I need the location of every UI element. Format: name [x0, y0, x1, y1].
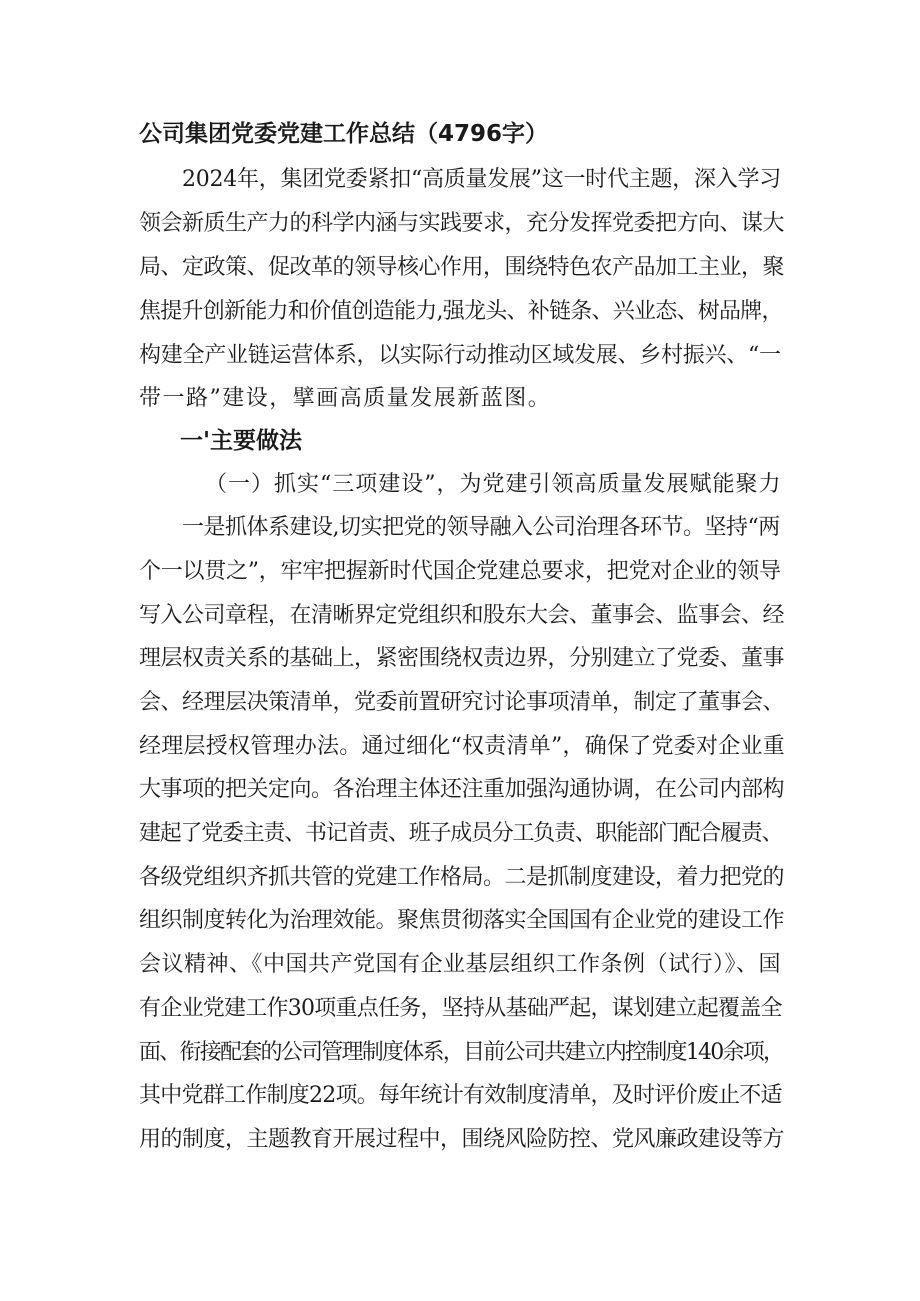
body-line: 一是抓体系建设,切实把党的领导融入公司治理各环节。坚持“两 — [182, 515, 780, 540]
body-line: 其中党群工作制度22项。每年统计有效制度清单，及时评价废止不适 — [139, 1083, 782, 1108]
intro-line: 2024年，集团党委紧扣“高质量发展”这一时代主题，深入学习 — [182, 167, 781, 192]
body-line: 会、经理层决策清单，党委前置研究讨论事项清单，制定了董事会、 — [139, 690, 785, 715]
intro-line: 带一路”建设，擘画高质量发展新蓝图。 — [139, 386, 552, 411]
document-title: 公司集团党委党建工作总结（4796字） — [139, 121, 549, 147]
body-line: 大事项的把关定向。各治理主体还注重加强沟通协调，在公司内部构 — [139, 777, 785, 802]
body-line: 经理层授权管理办法。通过细化“权责清单”，确保了党委对企业重 — [139, 734, 785, 759]
body-line: 写入公司章程，在清晰界定党组织和股东大会、董事会、监事会、经 — [139, 603, 785, 628]
body-line: 理层权责关系的基础上，紧密围绕权责边界，分别建立了党委、董事 — [139, 646, 785, 671]
body-line: 会议精神、《中国共产党国有企业基层组织工作条例（试行）》、国 — [139, 952, 782, 977]
body-line: 个一以贯之”，牢牢把握新时代国企党建总要求，把党对企业的领导 — [139, 559, 781, 584]
body-line: 各级党组织齐抓共管的党建工作格局。二是抓制度建设，着力把党的 — [139, 865, 785, 890]
subsection-heading: （一）抓实“三项建设”，为党建引领高质量发展赋能聚力 — [205, 472, 782, 497]
section-heading: 一'主要做法 — [180, 428, 303, 454]
body-line: 建起了党委主责、书记首责、班子成员分工负责、职能部门配合履责、 — [139, 821, 783, 846]
body-line: 组织制度转化为治理效能。聚焦贯彻落实全国国有企业党的建设工作 — [139, 908, 785, 933]
intro-line: 领会新质生产力的科学内涵与实践要求，充分发挥党委把方向、谋大 — [139, 211, 785, 236]
intro-line: 构建全产业链运营体系，以实际行动推动区域发展、乡村振兴、“一 — [139, 343, 781, 368]
body-line: 面、衔接配套的公司管理制度体系，目前公司共建立内控制度140余项， — [139, 1040, 784, 1065]
body-line: 用的制度，主题教育开展过程中，围绕风险防控、党风廉政建设等方 — [139, 1127, 785, 1152]
intro-line: 焦提升创新能力和价值创造能力,强龙头、补链条、兴业态、树品牌， — [139, 299, 783, 324]
body-line: 有企业党建工作30项重点任务，坚持从基础严起，谋划建立起覆盖全 — [139, 996, 782, 1021]
intro-line: 局、定政策、促改革的领导核心作用，围绕特色农产品加工主业，聚 — [139, 255, 785, 280]
